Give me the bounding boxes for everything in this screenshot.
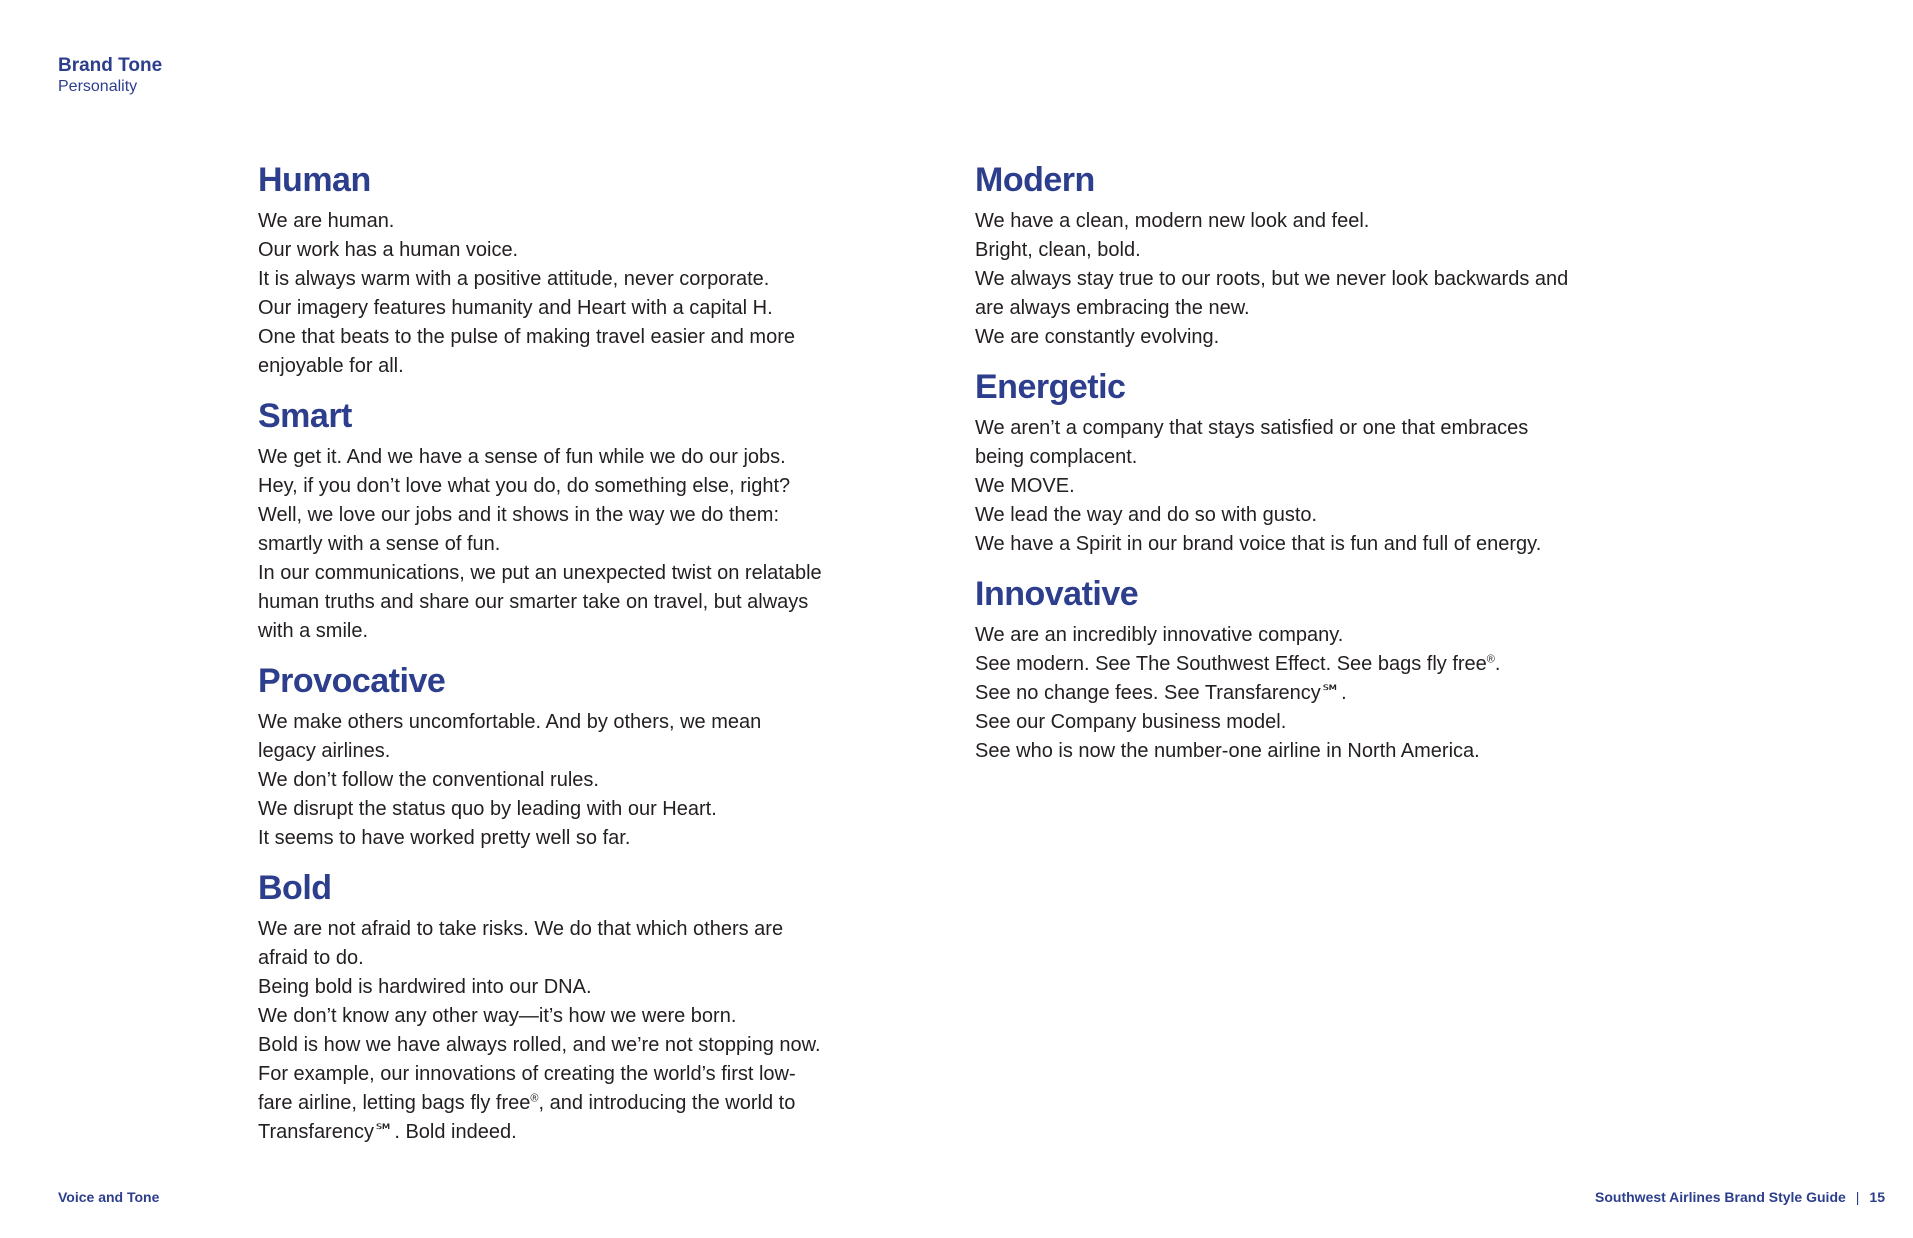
text-line: See our Company business model.: [975, 711, 1287, 733]
text-line: Our imagery features humanity and Heart with a capital H.: [258, 297, 773, 319]
text-line: We are constantly evolving.: [975, 326, 1220, 348]
page-footer: [58, 1189, 1885, 1205]
section-heading-smart: Smart: [258, 397, 352, 435]
text-line: We don’t follow the conventional rules.: [258, 769, 599, 791]
text-line: See no change fees. See Transfarency℠.: [975, 682, 1347, 704]
text-line: are always embracing the new.: [975, 297, 1250, 319]
text-line: See who is now the number-one airline in North America.: [975, 740, 1480, 762]
text-line: Hey, if you don’t love what you do, do something else, right?: [258, 475, 791, 497]
text-line: legacy airlines.: [258, 740, 391, 762]
text-line: fare airline, letting bags fly free®, and introducing the world to: [258, 1092, 796, 1114]
text-line: We disrupt the status quo by leading with our Heart.: [258, 798, 717, 820]
text-line: We don’t know any other way—it’s how we were born.: [258, 1005, 737, 1027]
section-human: [258, 160, 822, 381]
footer-guide-label: [1595, 1189, 1885, 1205]
section-provocative: [258, 661, 822, 853]
text-line: We are an incredibly innovative company.: [975, 624, 1344, 646]
section-heading-energetic: Energetic: [975, 368, 1126, 406]
text-line: We aren’t a company that stays satisfied or one that embraces: [975, 417, 1529, 439]
section-heading-human: Human: [258, 161, 371, 199]
section-heading-bold: Bold: [258, 869, 332, 907]
section-energetic: [975, 367, 1568, 559]
section-innovative: [975, 574, 1568, 766]
text-line: being complacent.: [975, 446, 1138, 468]
text-line: We are not afraid to take risks. We do that which others are: [258, 918, 784, 940]
text-line: We get it. And we have a sense of fun while we do our jobs.: [258, 446, 786, 468]
text-line: Bright, clean, bold.: [975, 239, 1141, 261]
footer-section-label: Voice and Tone: [58, 1189, 160, 1205]
text-line: It is always warm with a positive attitude, never corporate.: [258, 268, 770, 290]
text-line: with a smile.: [258, 620, 369, 642]
text-line: In our communications, we put an unexpected twist on relatable: [258, 562, 822, 584]
text-line: human truths and share our smarter take on travel, but always: [258, 591, 809, 613]
footer-separator: |: [1855, 1189, 1860, 1205]
text-line: We MOVE.: [975, 475, 1075, 497]
section-heading-modern: Modern: [975, 161, 1095, 199]
text-line: Our work has a human voice.: [258, 239, 519, 261]
section-heading-innovative: Innovative: [975, 575, 1139, 613]
text-line: We make others uncomfortable. And by others, we mean: [258, 711, 762, 733]
text-line: One that beats to the pulse of making travel easier and more: [258, 326, 795, 348]
text-line: We lead the way and do so with gusto.: [975, 504, 1318, 526]
text-line: We have a Spirit in our brand voice that is fun and full of energy.: [975, 533, 1542, 555]
footer-guide-title: Southwest Airlines Brand Style Guide: [1595, 1189, 1846, 1205]
section-modern: [975, 160, 1568, 352]
text-line: We have a clean, modern new look and feel.: [975, 210, 1370, 232]
text-line: Being bold is hardwired into our DNA.: [258, 976, 592, 998]
right-column: [975, 160, 1568, 766]
page-header: [58, 55, 162, 96]
left-column: [258, 160, 822, 1147]
text-line: Well, we love our jobs and it shows in the way we do them:: [258, 504, 779, 526]
page-subtitle: Personality: [58, 78, 138, 95]
text-line: It seems to have worked pretty well so far.: [258, 827, 631, 849]
text-line: We are human.: [258, 210, 395, 232]
text-line: enjoyable for all.: [258, 355, 404, 377]
text-line: smartly with a sense of fun.: [258, 533, 501, 555]
section-bold: [258, 868, 822, 1147]
text-line: Bold is how we have always rolled, and we’re not stopping now.: [258, 1034, 821, 1056]
text-line: afraid to do.: [258, 947, 364, 969]
text-line: We always stay true to our roots, but we never look backwards and: [975, 268, 1569, 290]
section-heading-provocative: Provocative: [258, 662, 446, 700]
page-title: Brand Tone: [58, 55, 163, 76]
text-line: See modern. See The Southwest Effect. See bags fly free®.: [975, 653, 1501, 675]
section-smart: [258, 396, 822, 646]
text-line: Transfarency℠. Bold indeed.: [258, 1121, 517, 1143]
text-line: For example, our innovations of creating the world’s first low-: [258, 1063, 796, 1085]
footer-page-number: 15: [1869, 1189, 1885, 1205]
